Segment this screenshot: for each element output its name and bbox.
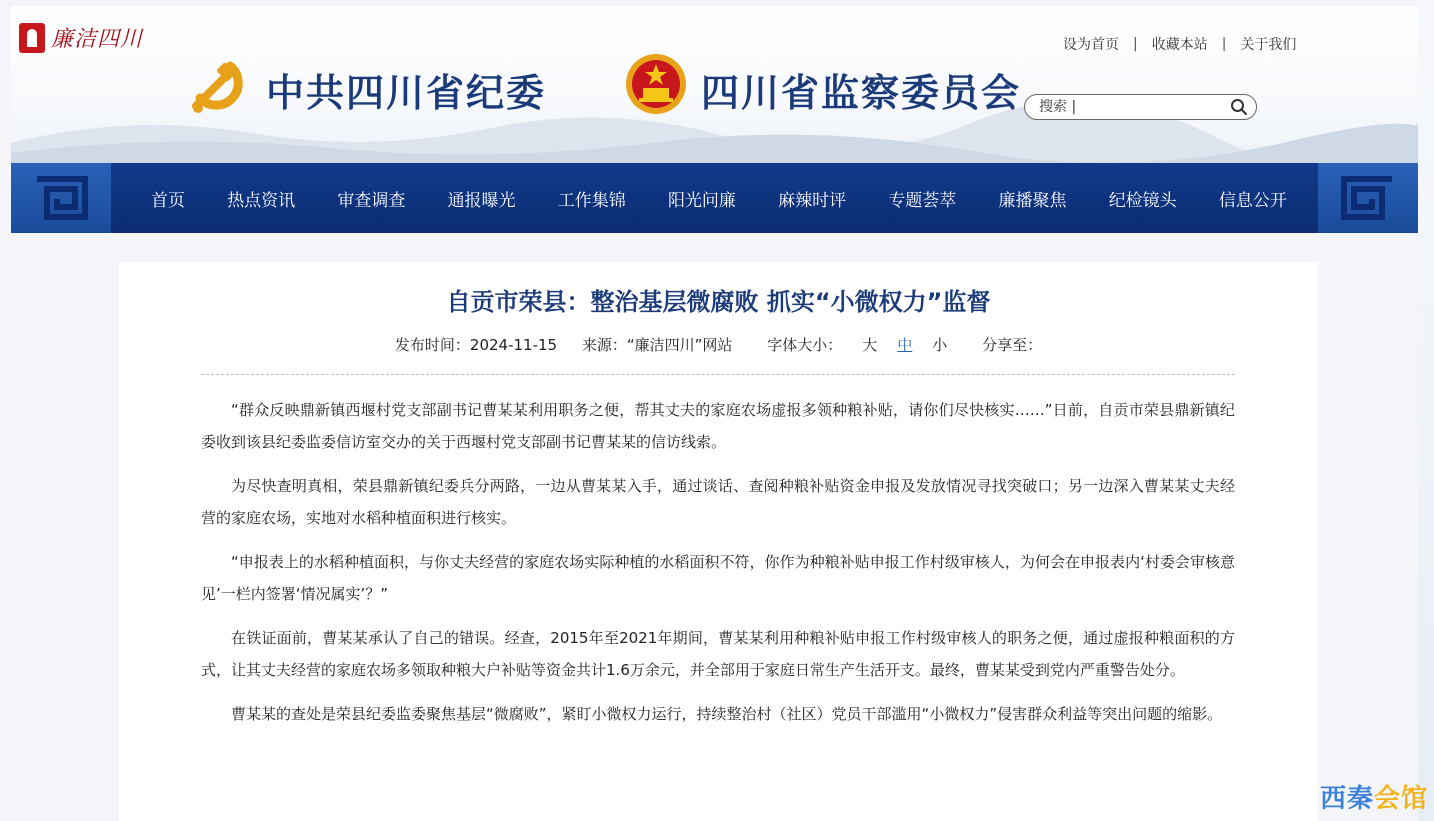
national-emblem-icon [623, 50, 689, 120]
title-party-committee: 中共四川省纪委 [266, 71, 547, 115]
nav-item-work-highlights[interactable]: 工作集锦 [557, 190, 626, 211]
meta-divider [201, 374, 1235, 375]
article-meta [119, 334, 1318, 355]
font-size-medium[interactable]: 中 [897, 336, 913, 354]
article-panel [119, 262, 1318, 821]
nav-item-hot-news[interactable]: 热点资讯 [227, 190, 296, 211]
set-homepage-link[interactable]: 设为首页 [1063, 37, 1119, 53]
title-supervision-commission: 四川省监察委员会 [701, 71, 1022, 115]
article-paragraph: “申报表上的水稻种植面积，与你丈夫经营的家庭农场实际种植的水稻面积不符，你作为种粮补贴申报工作村级审核人，为何会在申报表内‘村委会审核意见’一栏内签署‘情况属实’？” [201, 553, 1235, 603]
nav-item-topics[interactable]: 专题荟萃 [888, 190, 957, 211]
nav-item-broadcast[interactable]: 廉播聚焦 [998, 190, 1067, 211]
site-header [11, 6, 1418, 163]
font-size-control [757, 336, 962, 354]
font-size-large[interactable]: 大 [862, 336, 878, 354]
main-nav [11, 163, 1418, 233]
publish-date: 发布时间：2024-11-15 [394, 336, 558, 354]
link-separator: | [1133, 36, 1138, 52]
article-paragraph: 曹某某的查处是荣县纪委监委聚焦基层“微腐败”，紧盯小微权力运行，持续整治村（社区）党员干部滥用“小微权力”侵害群众利益等突出问题的缩影。 [231, 705, 1223, 723]
nav-decoration-right [1318, 163, 1418, 233]
watermark-logo [1320, 778, 1428, 815]
nav-item-disclosure[interactable]: 信息公开 [1218, 190, 1287, 211]
nav-item-lens[interactable]: 纪检镜头 [1108, 190, 1177, 211]
search-box [1024, 94, 1257, 120]
font-size-label: 字体大小： [767, 336, 843, 354]
article-content [201, 394, 1235, 742]
fret-pattern-icon [1340, 175, 1396, 221]
watermark-part-a: 西秦 [1319, 784, 1374, 814]
nav-item-home[interactable]: 首页 [151, 190, 185, 211]
nav-item-investigation[interactable]: 审查调查 [337, 190, 406, 211]
bookmark-link[interactable]: 收藏本站 [1151, 37, 1208, 53]
nav-decoration-left [11, 163, 111, 233]
top-links [1063, 34, 1296, 54]
article-title: 自贡市荣县：整治基层微腐败 抓实“小微权力”监督 [446, 288, 991, 316]
article-paragraph: 在铁证面前，曹某某承认了自己的错误。经查，2015年至2021年期间，曹某某利用种粮补贴申报工作村级审核人的职务之便，通过虚报种粮面积的方式，让其丈夫经营的家庭农场多领取种粮大户补贴等资金共计1.6万余元，并全部用于家庭日常生产生活开支。最终，曹某某受到党内严重警告处分。 [201, 629, 1235, 679]
search-input[interactable] [1039, 99, 1230, 115]
logo-mark-icon [19, 23, 45, 53]
site-logo[interactable] [19, 22, 143, 53]
font-size-small[interactable]: 小 [932, 336, 948, 354]
about-us-link[interactable]: 关于我们 [1240, 37, 1297, 53]
party-emblem-icon [186, 54, 250, 118]
side-decoration [1418, 0, 1434, 821]
nav-item-exposure[interactable]: 通报曝光 [447, 190, 516, 211]
link-separator: | [1221, 36, 1227, 52]
article-paragraph: “群众反映鼎新镇西堰村党支部副书记曹某某利用职务之便，帮其丈夫的家庭农场虚报多领种粮补贴，请你们尽快核实……”日前，自贡市荣县鼎新镇纪委收到该县纪委监委信访室交办的关于西堰村党支部副书记曹某某的信访线索。 [201, 401, 1235, 451]
share-label: 分享至： [982, 336, 1043, 354]
nav-item-sunshine[interactable]: 阳光问廉 [667, 190, 736, 211]
nav-item-commentary[interactable]: 麻辣时评 [778, 190, 847, 211]
fret-pattern-icon [33, 175, 89, 221]
logo-text: 廉洁四川 [51, 27, 144, 52]
article-source: 来源：“廉洁四川”网站 [581, 336, 733, 354]
nav-items [121, 163, 1311, 233]
watermark-part-b: 会馆 [1373, 784, 1428, 814]
article-paragraph: 为尽快查明真相，荣县鼎新镇纪委兵分两路，一边从曹某某入手，通过谈话、查阅种粮补贴资金申报及发放情况寻找突破口；另一边深入曹某某丈夫经营的家庭农场，实地对水稻种植面积进行核实。 [201, 477, 1235, 527]
search-icon[interactable] [1230, 98, 1248, 116]
